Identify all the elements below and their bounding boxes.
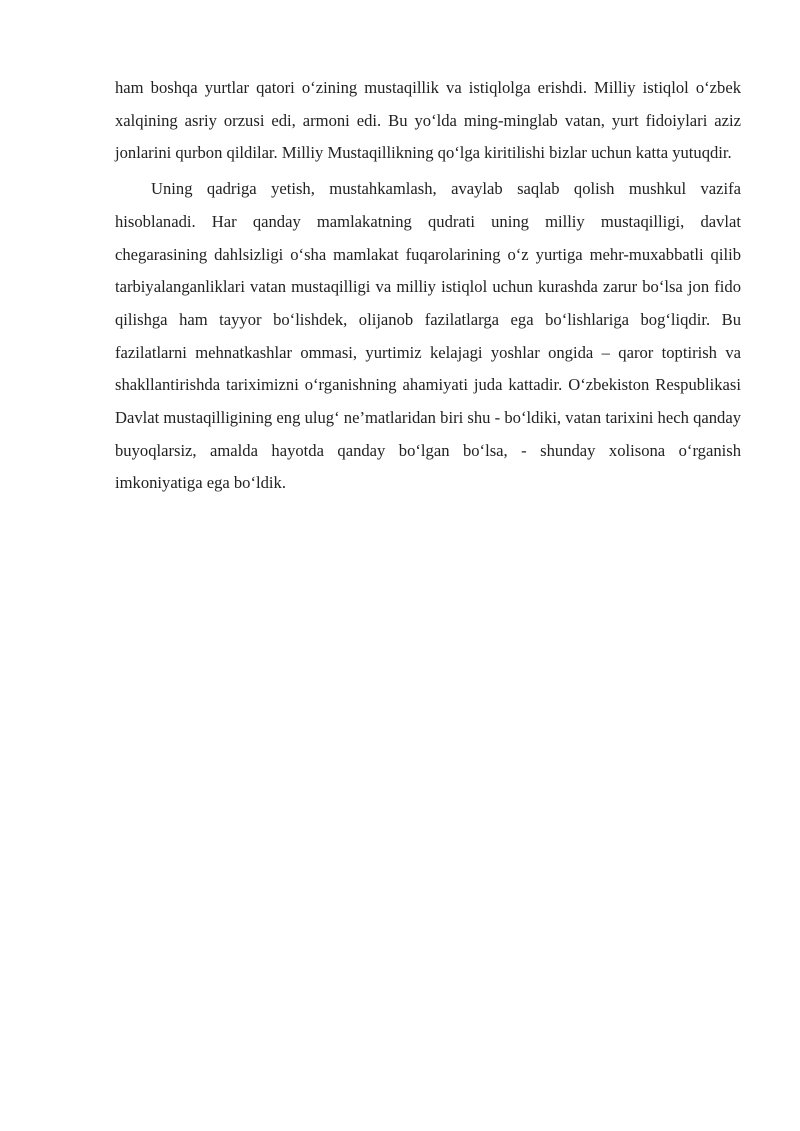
paragraph-2: Uning qadriga yetish, mustahkamlash, avaylab saqlab qolish mushkul vazifa hisoblanadi. Har qanday mamlakatning qudrati uning milliy mustaqilligi, davlat chegarasining dahlsizligi o‘sha mamlakat fuqarolarining o‘z yurtiga mehr-muxabbatli qilib tarbiyalanganliklari vatan mustaqilligi va milliy istiqlol uchun kurashda zarur bo‘lsa jon fido qilishga ham tayyor bo‘lishdek, olijanob fazilatlarga ega bo‘lishlariga bog‘liqdir. Bu fazilatlarni mehnatkashlar ommasi, yurtimiz kelajagi yoshlar ongida – qaror toptirish va shakllantirishda tariximizni o‘rganishning ahamiyati juda kattadir. O‘zbekiston Respublikasi Davlat mustaqilligining eng ulug‘ ne’matlaridan biri shu - bo‘ldiki, vatan tarixini hech qanday buyoqlarsiz, amalda hayotda qanday bo‘lgan bo‘lsa, - shunday xolisona o‘rganish imkoniyatiga ega bo‘ldik. [115,179,741,493]
paragraph-1: ham boshqa yurtlar qatori o‘zining mustaqillik va istiqlolga erishdi. Milliy istiqlol o‘zbek xalqining asriy orzusi edi, armoni edi. Bu yo‘lda ming-minglab vatan, yurt fidoiylari aziz jonlarini qurbon qildilar. Milliy Mustaqillikning qo‘lga kiritilishi bizlar uchun katta yutuqdir. [115,78,741,163]
document-body [115,72,741,500]
